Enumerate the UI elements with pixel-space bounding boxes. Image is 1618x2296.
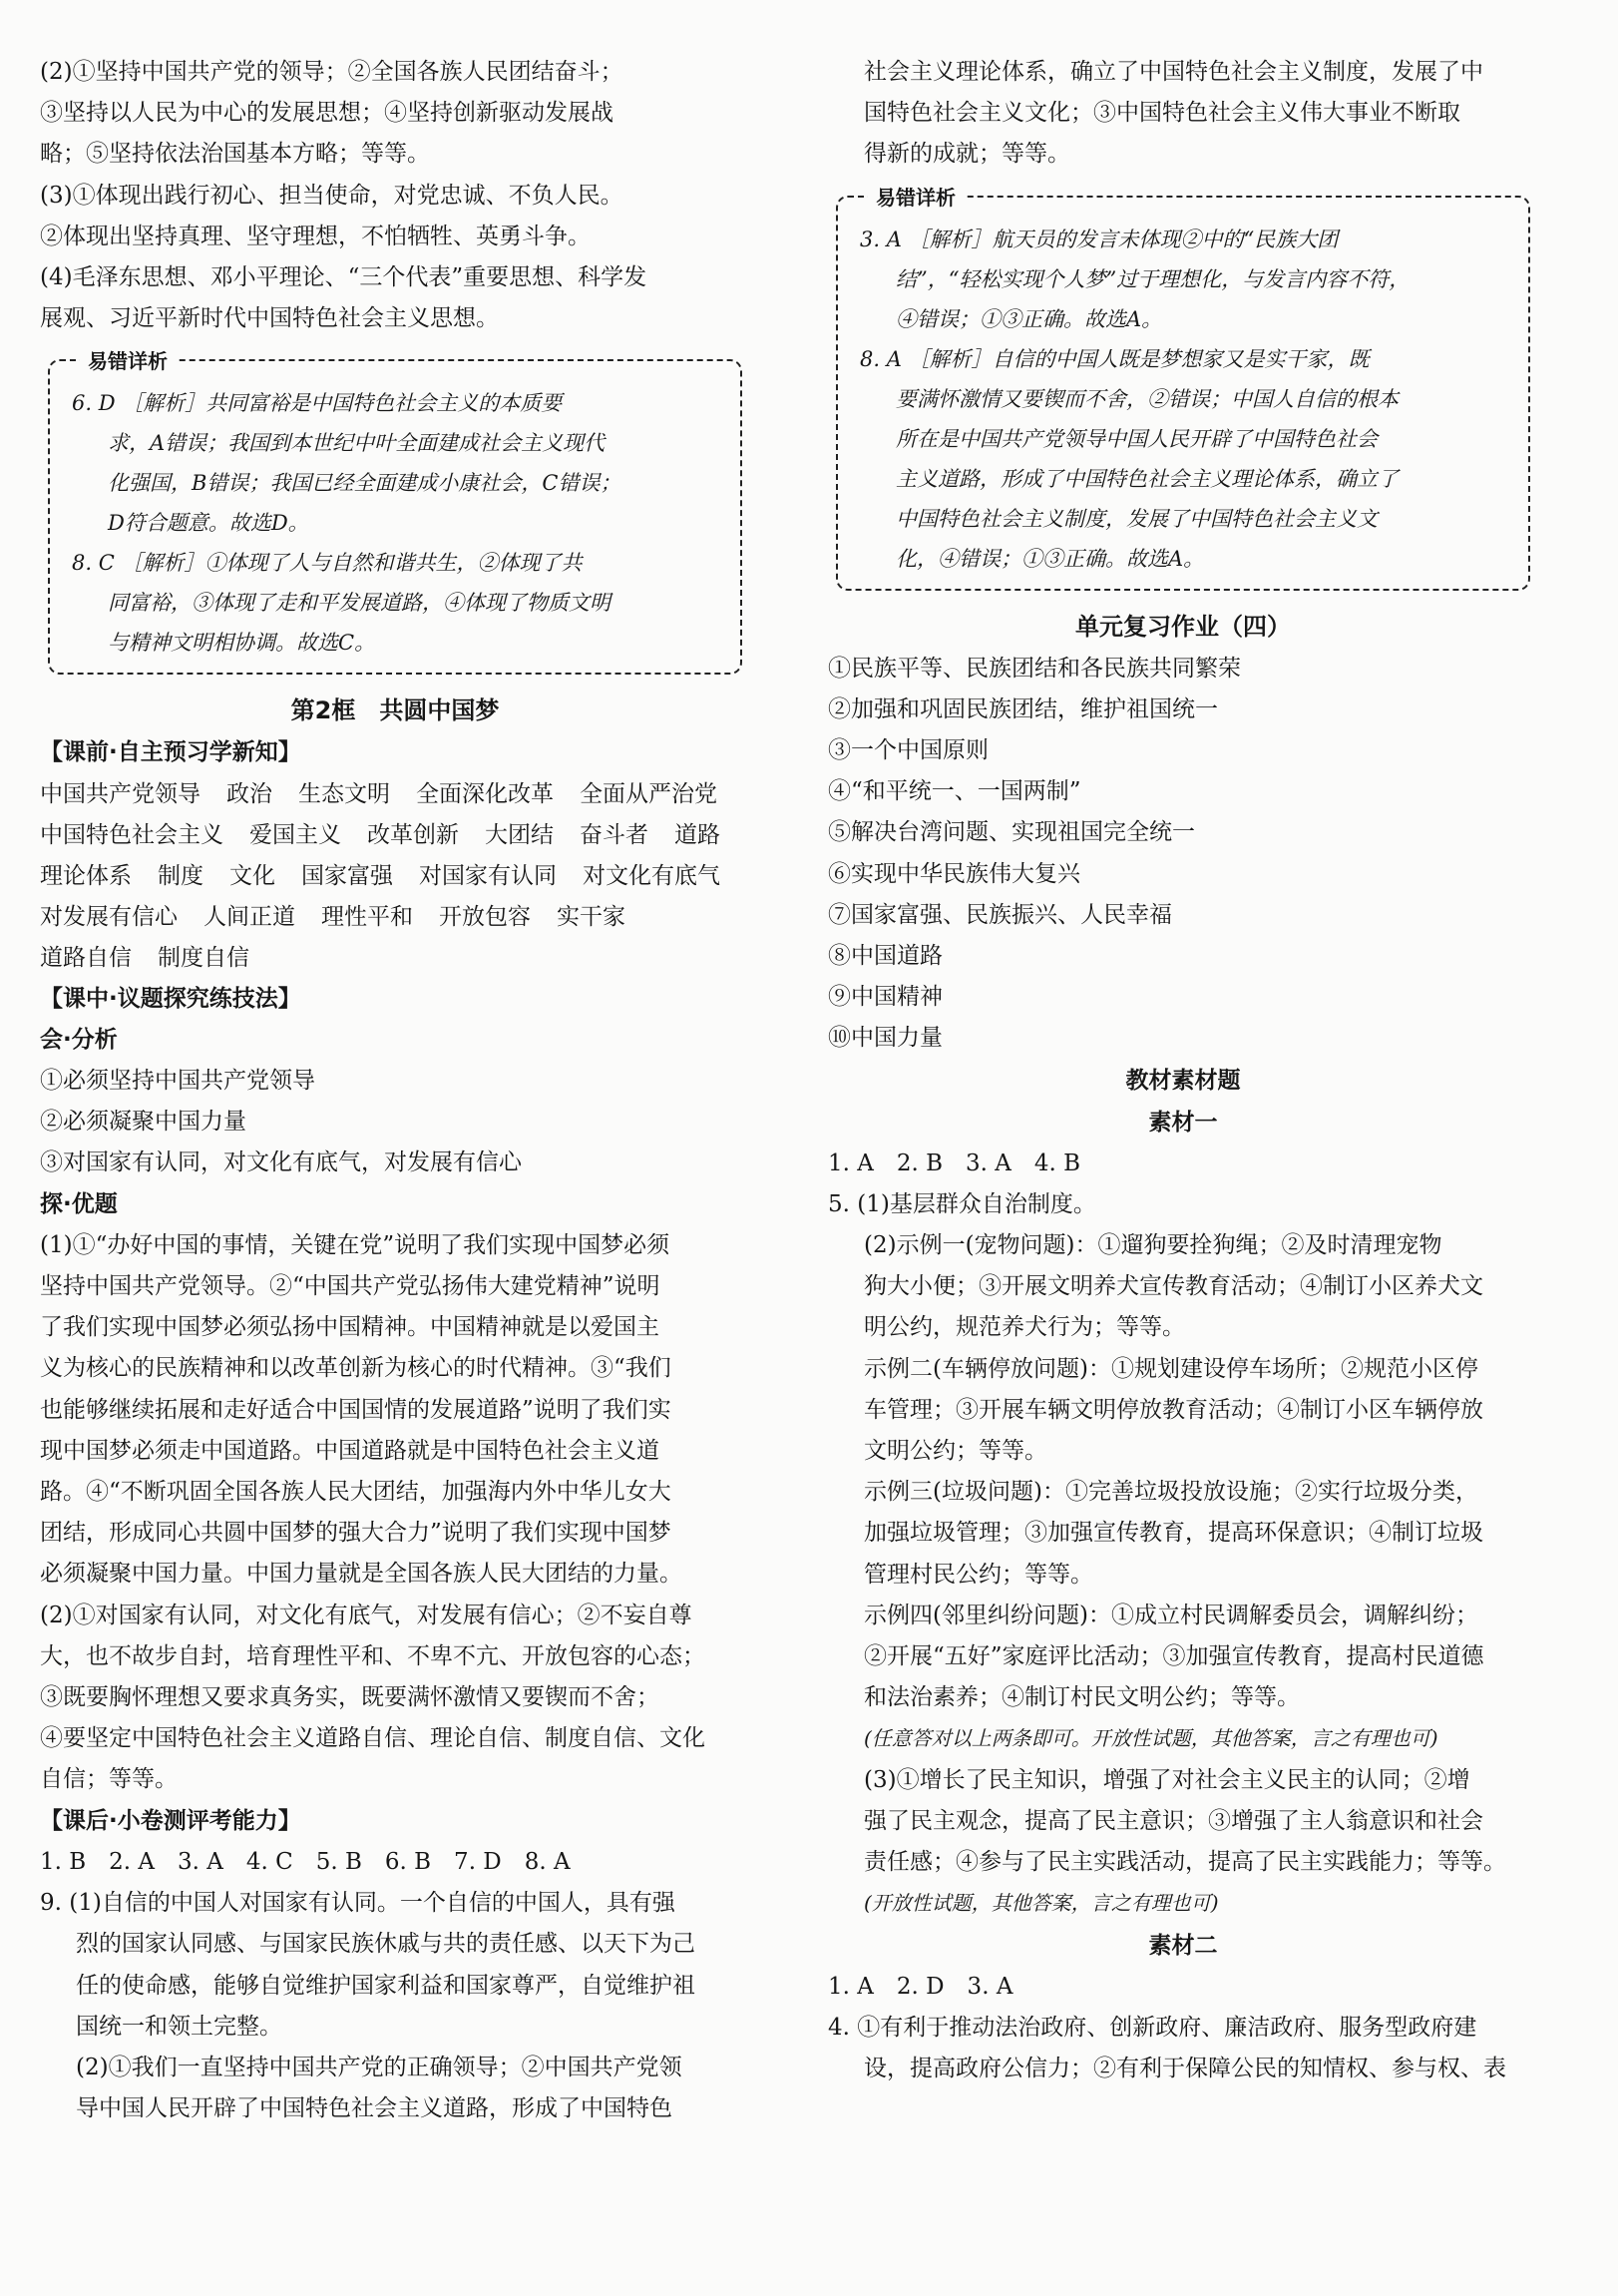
note-line: (开放性试题，其他答案，言之有理也可) (864, 1891, 1219, 1916)
text-line: 和法治素养；④制订村民文明公约；等等。 (864, 1684, 1300, 1711)
text-line: 了我们实现中国梦必须弘扬中国精神。中国精神就是以爱国主 (40, 1314, 659, 1341)
text-line: (3)①增长了民主知识，增强了对社会主义民主的认同；②增 (864, 1766, 1470, 1793)
list-item: ②加强和巩固民族团结，维护祖国统一 (828, 695, 1218, 722)
text-line: (4)毛泽东思想、邓小平理论、“三个代表”重要思想、科学发 (40, 264, 647, 291)
text-line: 略；⑤坚持依法治国基本方略；等等。 (40, 141, 430, 168)
text-line: ④错误；①③正确。故选A。 (896, 306, 1163, 331)
error-analysis-box (48, 349, 742, 675)
material-title: 教材素材题 (1125, 1067, 1241, 1094)
keyword: 政治 (226, 780, 272, 807)
text-line: 所在是中国共产党领导中国人民开辟了中国特色社会 (896, 426, 1378, 451)
text-line: 义为核心的民族精神和以改革创新为核心的时代精神。③“我们 (40, 1355, 671, 1382)
list-item: ①民族平等、民族团结和各民族共同繁荣 (828, 655, 1241, 682)
text-line: 明公约，规范养犬行为；等等。 (864, 1314, 1185, 1341)
text-line: 得新的成就；等等。 (864, 141, 1070, 168)
keyword: 爱国主义 (249, 821, 341, 848)
list-item: ⑥实现中华民族伟大复兴 (828, 860, 1080, 887)
pre-class-heading: 【课前·自主预习学新知】 (40, 739, 301, 766)
section-title: 第2框 共圆中国梦 (290, 696, 500, 725)
text-line: 狗大小便；③开展文明养犬宣传教育活动；④制订小区养犬文 (864, 1273, 1483, 1300)
list-item: ⑦国家富强、民族振兴、人民幸福 (828, 901, 1172, 928)
error-analysis-box (836, 185, 1530, 591)
text-line: 强了民主观念，提高了民主意识；③增强了主人翁意识和社会 (864, 1807, 1483, 1834)
text-line: 示例三(垃圾问题)：①完善垃圾投放设施；②实行垃圾分类， (864, 1479, 1478, 1506)
text-line: (2)①坚持中国共产党的领导；②全国各族人民团结奋斗； (40, 59, 623, 85)
keyword-row (40, 774, 750, 815)
list-item: ④“和平统一、一国两制” (828, 778, 1081, 805)
material-2-title: 素材二 (1148, 1932, 1218, 1959)
keyword: 制度自信 (158, 944, 249, 971)
keyword: 理论体系 (40, 862, 132, 889)
keyword: 改革创新 (367, 821, 459, 848)
keyword: 全面从严治党 (580, 780, 717, 807)
keyword: 对发展有信心 (40, 903, 178, 930)
unit-review-title: 单元复习作业（四） (1075, 612, 1291, 641)
text-line: 烈的国家认同感、与国家民族休戚与共的责任感、以天下为己 (76, 1931, 695, 1958)
text-line: 5. (1)基层群众自治制度。 (828, 1190, 1096, 1217)
text-line: 责任感；④参与了民主实践活动，提高了民主实践能力；等等。 (864, 1849, 1506, 1876)
keyword-row (40, 815, 750, 856)
text-line: 文明公约；等等。 (864, 1438, 1047, 1465)
list-item: ⑨中国精神 (828, 984, 943, 1011)
text-line: 求，A错误；我国到本世纪中叶全面建成社会主义现代 (108, 431, 606, 456)
text-line: 路。④“不断巩固全国各族人民大团结，加强海内外中华儿女大 (40, 1479, 671, 1506)
keyword: 道路自信 (40, 944, 132, 971)
text-line: 大，也不故步自封，培育理性平和、不卑不亢、开放包容的心态； (40, 1642, 705, 1669)
post-class-heading: 【课后·小卷测评考能力】 (40, 1807, 301, 1834)
text-line: 结”，“轻松实现个人梦”过于理想化，与发言内容不符， (896, 266, 1411, 291)
text-line: 6. D ［解析］共同富裕是中国特色社会主义的本质要 (72, 391, 563, 416)
text-line: ②体现出坚持真理、坚守理想，不怕牺牲、英勇斗争。 (40, 223, 591, 249)
text-line: 化强国，B错误；我国已经全面建成小康社会，C错误； (108, 471, 621, 496)
in-class-heading: 【课中·议题探究练技法】 (40, 985, 301, 1012)
right-column (828, 52, 1538, 2089)
text-line: 4. ①有利于推动法治政府、创新政府、廉洁政府、服务型政府建 (828, 2014, 1477, 2041)
text-line: 与精神文明相协调。故选C。 (108, 631, 376, 656)
text-line: ④要坚定中国特色社会主义道路自信、理论自信、制度自信、文化 (40, 1725, 705, 1752)
keyword: 文化 (229, 862, 275, 889)
text-line: 社会主义理论体系，确立了中国特色社会主义制度，发展了中 (864, 59, 1483, 85)
text-line: ②必须凝聚中国力量 (40, 1109, 246, 1136)
text-line: 8. C ［解析］①体现了人与自然和谐共生，②体现了共 (72, 551, 583, 576)
text-line: 示例二(车辆停放问题)：①规划建设停车场所；②规范小区停 (864, 1355, 1478, 1382)
text-line: 任的使命感，能够自觉维护国家利益和国家尊严，自觉维护祖 (76, 1972, 695, 1999)
error-analysis-title: 易错详析 (868, 182, 964, 211)
text-line: (2)示例一(宠物问题)：①遛狗要拴狗绳；②及时清理宠物 (864, 1232, 1442, 1259)
text-line: (1)①“办好中国的事情，关键在党”说明了我们实现中国梦必须 (40, 1231, 670, 1258)
error-analysis-title: 易错详析 (80, 345, 176, 374)
text-line: 化，④错误；①③正确。故选A。 (896, 546, 1205, 571)
text-line: 设，提高政府公信力；②有利于保障公民的知情权、参与权、表 (864, 2055, 1506, 2081)
text-line: 要满怀激情又要锲而不舍，②错误；中国人自信的根本 (896, 386, 1399, 411)
text-line: 坚持中国共产党领导。②“中国共产党弘扬伟大建党精神”说明 (40, 1273, 660, 1300)
text-line: (2)①对国家有认同，对文化有底气，对发展有信心；②不妄自尊 (40, 1602, 692, 1628)
keyword: 人间正道 (203, 903, 295, 930)
text-line: 中国特色社会主义制度，发展了中国特色社会主义文 (896, 506, 1378, 531)
text-line: ②开展“五好”家庭评比活动；③加强宣传教育，提高村民道德 (864, 1643, 1484, 1670)
keyword: 大团结 (485, 821, 554, 848)
keyword-list (40, 774, 750, 979)
explore-heading: 探·优题 (40, 1190, 118, 1217)
keyword-row (40, 938, 750, 979)
keyword: 生态文明 (298, 780, 390, 807)
text-line: 团结，形成同心共圆中国梦的强大合力”说明了我们实现中国梦 (40, 1520, 671, 1547)
keyword: 开放包容 (439, 903, 531, 930)
text-line: 8. A ［解析］自信的中国人既是梦想家又是实干家，既 (860, 346, 1370, 371)
text-line: 示例四(邻里纠纷问题)：①成立村民调解委员会，调解纠纷； (864, 1602, 1478, 1628)
keyword: 国家富强 (301, 862, 393, 889)
answer-key: 1. B 2. A 3. A 4. C 5. B 6. B 7. D 8. A (40, 1848, 571, 1875)
text-line: (2)①我们一直坚持中国共产党的正确领导；②中国共产党领 (76, 2054, 682, 2080)
keyword: 中国特色社会主义 (40, 821, 223, 848)
keyword: 中国共产党领导 (40, 780, 201, 807)
text-line: (3)①体现出践行初心、担当使命，对党忠诚、不负人民。 (40, 182, 623, 209)
list-item: ③一个中国原则 (828, 737, 989, 764)
text-line: ①必须坚持中国共产党领导 (40, 1068, 315, 1095)
text-line: ③坚持以人民为中心的发展思想；④坚持创新驱动发展战 (40, 100, 613, 127)
keyword: 对文化有底气 (583, 862, 720, 889)
list-item: ⑤解决台湾问题、实现祖国完全统一 (828, 819, 1195, 846)
list-item: ⑩中国力量 (828, 1025, 943, 1052)
text-line: 导中国人民开辟了中国特色社会主义道路，形成了中国特色 (76, 2095, 672, 2122)
text-line: 3. A ［解析］航天员的发言未体现②中的“民族大团 (860, 227, 1339, 251)
text-line: 展观、习近平新时代中国特色社会主义思想。 (40, 305, 499, 332)
analysis-heading: 会·分析 (40, 1026, 118, 1053)
text-line: 也能够继续拓展和走好适合中国国情的发展道路”说明了我们实 (40, 1396, 671, 1423)
text-line: 加强垃圾管理；③加强宣传教育，提高环保意识；④制订垃圾 (864, 1520, 1483, 1547)
keyword-row (40, 897, 750, 938)
text-line: ③既要胸怀理想又要求真务实，既要满怀激情又要锲而不舍； (40, 1684, 659, 1711)
keyword: 实干家 (557, 903, 625, 930)
keyword: 对国家有认同 (419, 862, 557, 889)
list-item: ⑧中国道路 (828, 943, 943, 970)
text-line: 国特色社会主义文化；③中国特色社会主义伟大事业不断取 (864, 100, 1460, 127)
text-line: 同富裕，③体现了走和平发展道路，④体现了物质文明 (108, 591, 610, 616)
text-line: 车管理；③开展车辆文明停放教育活动；④制订小区车辆停放 (864, 1396, 1483, 1423)
left-column (40, 52, 750, 2129)
text-line: 管理村民公约；等等。 (864, 1561, 1093, 1588)
note-line: (任意答对以上两条即可。开放性试题，其他答案，言之有理也可) (864, 1726, 1438, 1751)
answer-key: 1. A 2. D 3. A (828, 1973, 1013, 2000)
material-1-title: 素材一 (1148, 1109, 1218, 1136)
answer-key: 1. A 2. B 3. A 4. B (828, 1149, 1081, 1176)
keyword: 奋斗者 (580, 821, 648, 848)
text-line: 必须凝聚中国力量。中国力量就是全国各族人民大团结的力量。 (40, 1561, 682, 1588)
keyword: 理性平和 (321, 903, 413, 930)
keyword: 制度 (158, 862, 203, 889)
text-line: 现中国梦必须走中国道路。中国道路就是中国特色社会主义道 (40, 1437, 659, 1464)
text-line: 自信；等等。 (40, 1766, 178, 1793)
text-line: 国统一和领土完整。 (76, 2013, 282, 2040)
text-line: 9. (1)自信的中国人对国家有认同。一个自信的中国人，具有强 (40, 1890, 675, 1917)
keyword-row (40, 856, 750, 897)
text-line: D符合题意。故选D。 (108, 511, 309, 536)
keyword: 全面深化改革 (416, 780, 554, 807)
text-line: 主义道路，形成了中国特色社会主义理论体系，确立了 (896, 466, 1399, 491)
keyword: 道路 (674, 821, 720, 848)
text-line: ③对国家有认同，对文化有底气，对发展有信心 (40, 1149, 522, 1176)
